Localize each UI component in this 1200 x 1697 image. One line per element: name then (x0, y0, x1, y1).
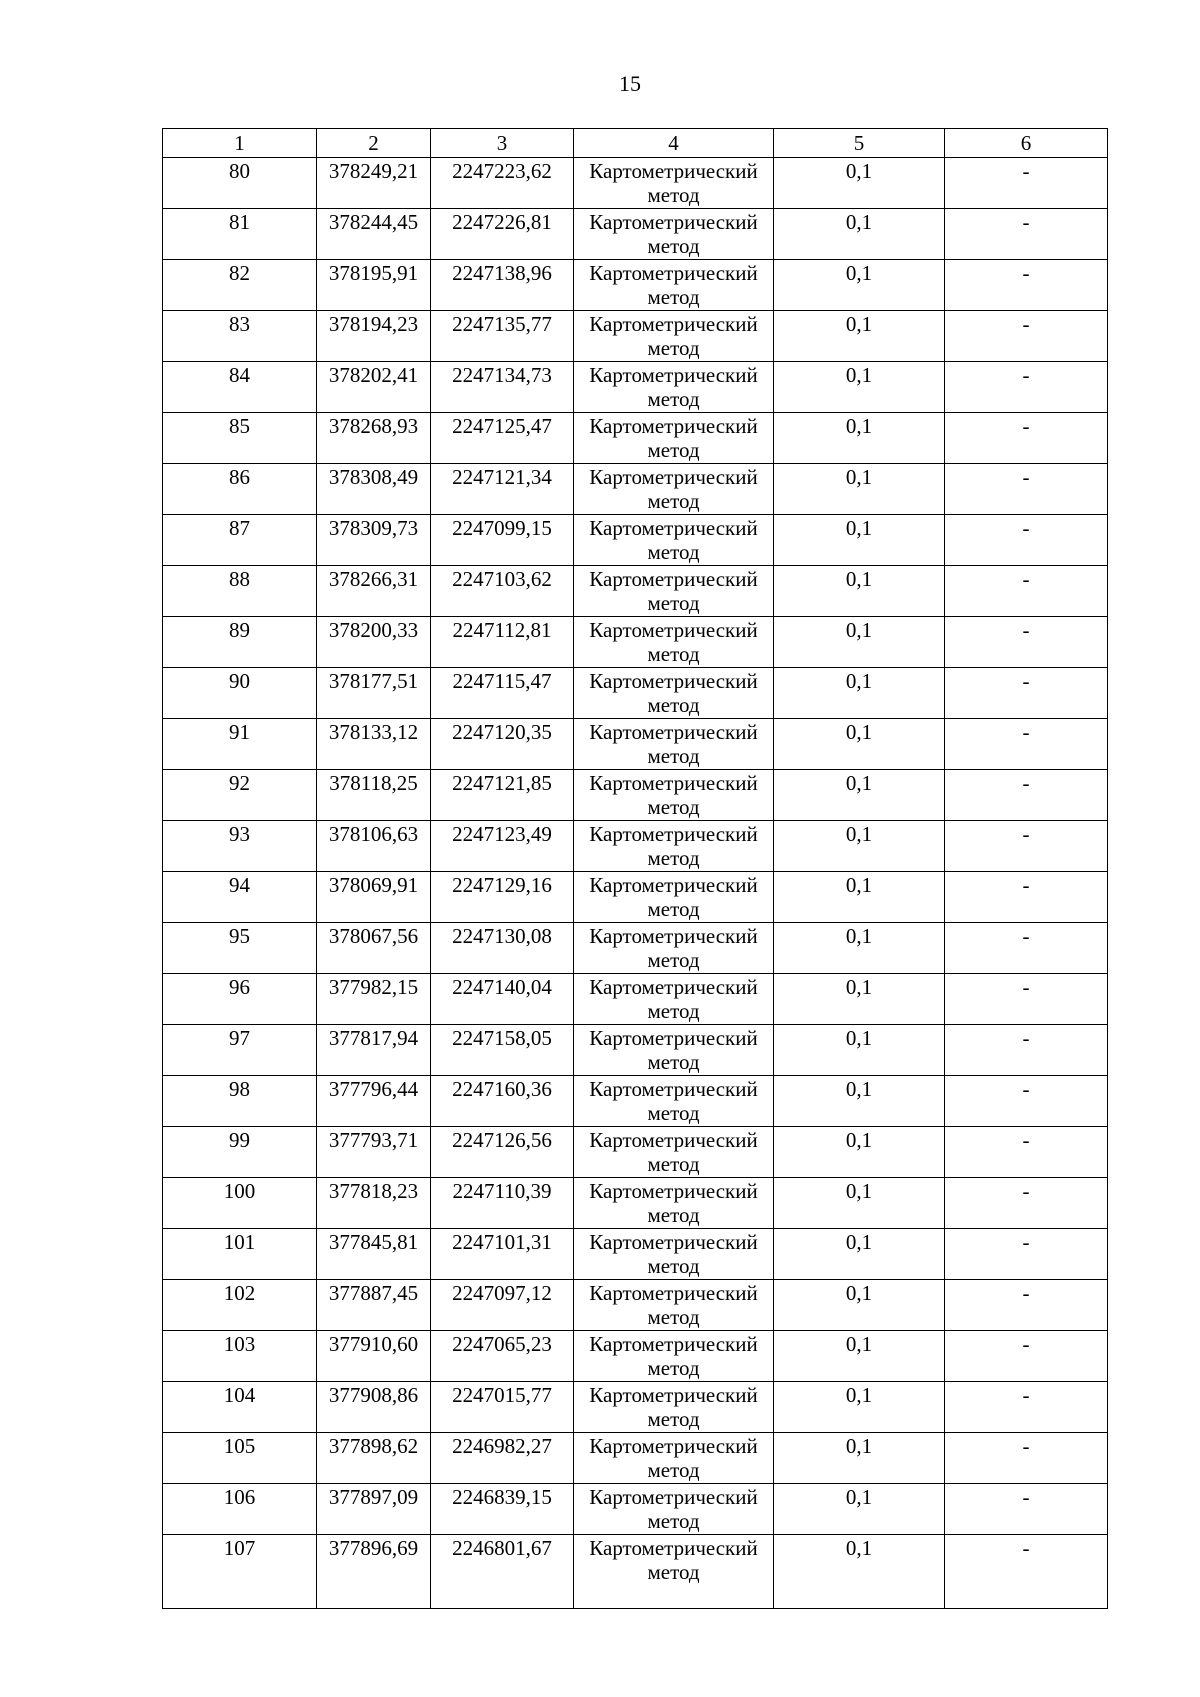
y-coordinate-cell: 2247226,81 (431, 209, 574, 260)
method-text-line: метод (647, 1407, 700, 1431)
point-number-cell: 99 (163, 1127, 317, 1178)
method-text-line: метод (647, 234, 700, 258)
point-number-cell: 103 (163, 1331, 317, 1382)
point-number-cell: 95 (163, 923, 317, 974)
method-cell (574, 1178, 774, 1229)
x-coordinate-cell: 377887,45 (317, 1280, 431, 1331)
note-cell: - (945, 1535, 1108, 1609)
note-cell: - (945, 413, 1108, 464)
method-text-line: Картометрический (589, 1230, 758, 1254)
method-text-line: метод (647, 693, 700, 717)
note-cell: - (945, 821, 1108, 872)
y-coordinate-cell: 2247134,73 (431, 362, 574, 413)
point-number-cell: 107 (163, 1535, 317, 1609)
accuracy-cell: 0,1 (774, 770, 945, 821)
table-row (163, 1178, 1108, 1229)
table-row (163, 209, 1108, 260)
x-coordinate-cell: 377898,62 (317, 1433, 431, 1484)
point-number-cell: 93 (163, 821, 317, 872)
x-coordinate-cell: 377845,81 (317, 1229, 431, 1280)
y-coordinate-cell: 2247120,35 (431, 719, 574, 770)
accuracy-cell: 0,1 (774, 1484, 945, 1535)
method-cell (574, 974, 774, 1025)
method-text-line: Картометрический (589, 567, 758, 591)
method-cell (574, 1229, 774, 1280)
table-row (163, 362, 1108, 413)
method-text-line: Картометрический (589, 465, 758, 489)
x-coordinate-cell: 378249,21 (317, 158, 431, 209)
y-coordinate-cell: 2247110,39 (431, 1178, 574, 1229)
method-text-line: метод (647, 1101, 700, 1125)
note-cell: - (945, 158, 1108, 209)
x-coordinate-cell: 378308,49 (317, 464, 431, 515)
note-cell: - (945, 1076, 1108, 1127)
point-number-cell: 84 (163, 362, 317, 413)
x-coordinate-cell: 377818,23 (317, 1178, 431, 1229)
method-cell (574, 515, 774, 566)
x-coordinate-cell: 378118,25 (317, 770, 431, 821)
point-number-cell: 106 (163, 1484, 317, 1535)
column-header: 4 (574, 129, 774, 158)
x-coordinate-cell: 378069,91 (317, 872, 431, 923)
method-text-line: метод (647, 1203, 700, 1227)
note-cell: - (945, 1484, 1108, 1535)
method-text-line: Картометрический (589, 312, 758, 336)
x-coordinate-cell: 378194,23 (317, 311, 431, 362)
method-text-line: Картометрический (589, 618, 758, 642)
table-row (163, 1127, 1108, 1178)
method-cell (574, 1025, 774, 1076)
y-coordinate-cell: 2247158,05 (431, 1025, 574, 1076)
y-coordinate-cell: 2247140,04 (431, 974, 574, 1025)
table-row (163, 1331, 1108, 1382)
accuracy-cell: 0,1 (774, 1076, 945, 1127)
point-number-cell: 104 (163, 1382, 317, 1433)
method-text-line: Картометрический (589, 159, 758, 183)
note-cell: - (945, 311, 1108, 362)
accuracy-cell: 0,1 (774, 209, 945, 260)
method-text-line: метод (647, 642, 700, 666)
point-number-cell: 89 (163, 617, 317, 668)
method-text-line: метод (647, 948, 700, 972)
method-text-line: метод (647, 1305, 700, 1329)
method-text-line: метод (647, 183, 700, 207)
note-cell: - (945, 1025, 1108, 1076)
method-text-line: Картометрический (589, 1281, 758, 1305)
method-cell (574, 617, 774, 668)
table-row (163, 1025, 1108, 1076)
method-text-line: метод (647, 795, 700, 819)
method-cell (574, 821, 774, 872)
method-text-line: метод (647, 1050, 700, 1074)
accuracy-cell: 0,1 (774, 1433, 945, 1484)
accuracy-cell: 0,1 (774, 413, 945, 464)
page-number: 15 (619, 71, 641, 96)
accuracy-cell: 0,1 (774, 1535, 945, 1609)
method-cell (574, 158, 774, 209)
method-cell (574, 770, 774, 821)
accuracy-cell: 0,1 (774, 515, 945, 566)
method-text-line: метод (647, 285, 700, 309)
accuracy-cell: 0,1 (774, 1331, 945, 1382)
method-cell (574, 1127, 774, 1178)
method-text-line: метод (647, 744, 700, 768)
accuracy-cell: 0,1 (774, 362, 945, 413)
y-coordinate-cell: 2247097,12 (431, 1280, 574, 1331)
table-row (163, 770, 1108, 821)
accuracy-cell: 0,1 (774, 821, 945, 872)
method-text-line: Картометрический (589, 771, 758, 795)
point-number-cell: 92 (163, 770, 317, 821)
column-header: 5 (774, 129, 945, 158)
note-cell: - (945, 1433, 1108, 1484)
x-coordinate-cell: 377793,71 (317, 1127, 431, 1178)
point-number-cell: 88 (163, 566, 317, 617)
table-row (163, 1535, 1108, 1609)
y-coordinate-cell: 2246801,67 (431, 1535, 574, 1609)
x-coordinate-cell: 378200,33 (317, 617, 431, 668)
method-text-line: Картометрический (589, 1026, 758, 1050)
y-coordinate-cell: 2247160,36 (431, 1076, 574, 1127)
method-text-line: метод (647, 387, 700, 411)
method-cell (574, 566, 774, 617)
method-cell (574, 1076, 774, 1127)
table-row (163, 1280, 1108, 1331)
method-cell (574, 923, 774, 974)
accuracy-cell: 0,1 (774, 719, 945, 770)
point-number-cell: 90 (163, 668, 317, 719)
accuracy-cell: 0,1 (774, 923, 945, 974)
table-row (163, 1484, 1108, 1535)
method-text-line: Картометрический (589, 873, 758, 897)
method-cell (574, 1433, 774, 1484)
table-row (163, 872, 1108, 923)
note-cell: - (945, 1229, 1108, 1280)
method-cell (574, 413, 774, 464)
y-coordinate-cell: 2246982,27 (431, 1433, 574, 1484)
column-header: 6 (945, 129, 1108, 158)
point-number-cell: 100 (163, 1178, 317, 1229)
accuracy-cell: 0,1 (774, 1280, 945, 1331)
point-number-cell: 80 (163, 158, 317, 209)
x-coordinate-cell: 377897,09 (317, 1484, 431, 1535)
table-row (163, 617, 1108, 668)
method-text-line: метод (647, 591, 700, 615)
note-cell: - (945, 260, 1108, 311)
accuracy-cell: 0,1 (774, 1178, 945, 1229)
x-coordinate-cell: 378067,56 (317, 923, 431, 974)
method-text-line: Картометрический (589, 1485, 758, 1509)
method-text-line: Картометрический (589, 414, 758, 438)
x-coordinate-cell: 377796,44 (317, 1076, 431, 1127)
method-text-line: метод (647, 1509, 700, 1533)
y-coordinate-cell: 2247099,15 (431, 515, 574, 566)
point-number-cell: 86 (163, 464, 317, 515)
point-number-cell: 102 (163, 1280, 317, 1331)
note-cell: - (945, 974, 1108, 1025)
method-cell (574, 1484, 774, 1535)
method-cell (574, 362, 774, 413)
method-cell (574, 1280, 774, 1331)
accuracy-cell: 0,1 (774, 1382, 945, 1433)
y-coordinate-cell: 2247103,62 (431, 566, 574, 617)
method-text-line: Картометрический (589, 516, 758, 540)
method-text-line: Картометрический (589, 924, 758, 948)
note-cell: - (945, 1178, 1108, 1229)
accuracy-cell: 0,1 (774, 566, 945, 617)
accuracy-cell: 0,1 (774, 872, 945, 923)
x-coordinate-cell: 378202,41 (317, 362, 431, 413)
note-cell: - (945, 209, 1108, 260)
table-row (163, 1382, 1108, 1433)
method-text-line: Картометрический (589, 363, 758, 387)
method-text-line: метод (647, 897, 700, 921)
method-text-line: метод (647, 1356, 700, 1380)
y-coordinate-cell: 2247123,49 (431, 821, 574, 872)
note-cell: - (945, 362, 1108, 413)
accuracy-cell: 0,1 (774, 260, 945, 311)
note-cell: - (945, 617, 1108, 668)
table-row (163, 260, 1108, 311)
point-number-cell: 87 (163, 515, 317, 566)
x-coordinate-cell: 378133,12 (317, 719, 431, 770)
x-coordinate-cell: 378195,91 (317, 260, 431, 311)
method-cell (574, 1535, 774, 1609)
table-row (163, 1076, 1108, 1127)
table-row (163, 566, 1108, 617)
accuracy-cell: 0,1 (774, 1229, 945, 1280)
note-cell: - (945, 1280, 1108, 1331)
x-coordinate-cell: 377908,86 (317, 1382, 431, 1433)
table-row (163, 1433, 1108, 1484)
method-cell (574, 719, 774, 770)
accuracy-cell: 0,1 (774, 974, 945, 1025)
x-coordinate-cell: 377817,94 (317, 1025, 431, 1076)
point-number-cell: 82 (163, 260, 317, 311)
method-text-line: метод (647, 1458, 700, 1482)
table-row (163, 668, 1108, 719)
accuracy-cell: 0,1 (774, 464, 945, 515)
point-number-cell: 81 (163, 209, 317, 260)
point-number-cell: 101 (163, 1229, 317, 1280)
y-coordinate-cell: 2247126,56 (431, 1127, 574, 1178)
accuracy-cell: 0,1 (774, 668, 945, 719)
y-coordinate-cell: 2247015,77 (431, 1382, 574, 1433)
method-text-line: Картометрический (589, 1332, 758, 1356)
table-row (163, 311, 1108, 362)
note-cell: - (945, 1331, 1108, 1382)
x-coordinate-cell: 377982,15 (317, 974, 431, 1025)
method-text-line: Картометрический (589, 975, 758, 999)
method-text-line: Картометрический (589, 720, 758, 744)
method-cell (574, 1382, 774, 1433)
table-header-row (163, 129, 1108, 158)
method-cell (574, 260, 774, 311)
note-cell: - (945, 923, 1108, 974)
accuracy-cell: 0,1 (774, 1127, 945, 1178)
method-cell (574, 1331, 774, 1382)
x-coordinate-cell: 378309,73 (317, 515, 431, 566)
method-text-line: Картометрический (589, 1179, 758, 1203)
note-cell: - (945, 566, 1108, 617)
accuracy-cell: 0,1 (774, 1025, 945, 1076)
method-cell (574, 668, 774, 719)
method-text-line: Картометрический (589, 210, 758, 234)
method-text-line: метод (647, 999, 700, 1023)
x-coordinate-cell: 377910,60 (317, 1331, 431, 1382)
table-row (163, 413, 1108, 464)
x-coordinate-cell: 378244,45 (317, 209, 431, 260)
method-text-line: метод (647, 846, 700, 870)
method-text-line: Картометрический (589, 669, 758, 693)
method-cell (574, 872, 774, 923)
table-row (163, 158, 1108, 209)
coordinates-table (162, 128, 1108, 1609)
note-cell: - (945, 719, 1108, 770)
method-text-line: Картометрический (589, 1383, 758, 1407)
method-text-line: Картометрический (589, 822, 758, 846)
method-cell (574, 464, 774, 515)
note-cell: - (945, 1127, 1108, 1178)
x-coordinate-cell: 378268,93 (317, 413, 431, 464)
table-row (163, 821, 1108, 872)
y-coordinate-cell: 2247121,85 (431, 770, 574, 821)
note-cell: - (945, 668, 1108, 719)
table-row (163, 923, 1108, 974)
note-cell: - (945, 464, 1108, 515)
point-number-cell: 91 (163, 719, 317, 770)
method-cell (574, 311, 774, 362)
point-number-cell: 94 (163, 872, 317, 923)
accuracy-cell: 0,1 (774, 158, 945, 209)
table-row (163, 719, 1108, 770)
y-coordinate-cell: 2247138,96 (431, 260, 574, 311)
method-text-line: метод (647, 438, 700, 462)
x-coordinate-cell: 378266,31 (317, 566, 431, 617)
y-coordinate-cell: 2247115,47 (431, 668, 574, 719)
point-number-cell: 83 (163, 311, 317, 362)
y-coordinate-cell: 2247223,62 (431, 158, 574, 209)
table-body (163, 158, 1108, 1609)
method-cell (574, 209, 774, 260)
note-cell: - (945, 1382, 1108, 1433)
note-cell: - (945, 872, 1108, 923)
point-number-cell: 105 (163, 1433, 317, 1484)
y-coordinate-cell: 2247112,81 (431, 617, 574, 668)
table-row (163, 464, 1108, 515)
column-header: 3 (431, 129, 574, 158)
method-text-line: Картометрический (589, 1077, 758, 1101)
x-coordinate-cell: 378177,51 (317, 668, 431, 719)
method-text-line: метод (647, 336, 700, 360)
method-text-line: Картометрический (589, 1128, 758, 1152)
y-coordinate-cell: 2247130,08 (431, 923, 574, 974)
method-text-line: Картометрический (589, 1536, 758, 1560)
point-number-cell: 98 (163, 1076, 317, 1127)
x-coordinate-cell: 378106,63 (317, 821, 431, 872)
y-coordinate-cell: 2247121,34 (431, 464, 574, 515)
table-row (163, 515, 1108, 566)
point-number-cell: 97 (163, 1025, 317, 1076)
table-row (163, 974, 1108, 1025)
y-coordinate-cell: 2247135,77 (431, 311, 574, 362)
y-coordinate-cell: 2247125,47 (431, 413, 574, 464)
y-coordinate-cell: 2247101,31 (431, 1229, 574, 1280)
column-header: 2 (317, 129, 431, 158)
note-cell: - (945, 515, 1108, 566)
accuracy-cell: 0,1 (774, 311, 945, 362)
table-row (163, 1229, 1108, 1280)
accuracy-cell: 0,1 (774, 617, 945, 668)
point-number-cell: 85 (163, 413, 317, 464)
method-text-line: метод (647, 1254, 700, 1278)
note-cell: - (945, 770, 1108, 821)
y-coordinate-cell: 2247129,16 (431, 872, 574, 923)
method-text-line: Картометрический (589, 261, 758, 285)
method-text-line: метод (647, 489, 700, 513)
method-text-line: Картометрический (589, 1434, 758, 1458)
y-coordinate-cell: 2246839,15 (431, 1484, 574, 1535)
column-header: 1 (163, 129, 317, 158)
x-coordinate-cell: 377896,69 (317, 1535, 431, 1609)
y-coordinate-cell: 2247065,23 (431, 1331, 574, 1382)
point-number-cell: 96 (163, 974, 317, 1025)
method-text-line: метод (647, 540, 700, 564)
method-text-line: метод (647, 1152, 700, 1176)
method-text-line: метод (647, 1560, 700, 1584)
